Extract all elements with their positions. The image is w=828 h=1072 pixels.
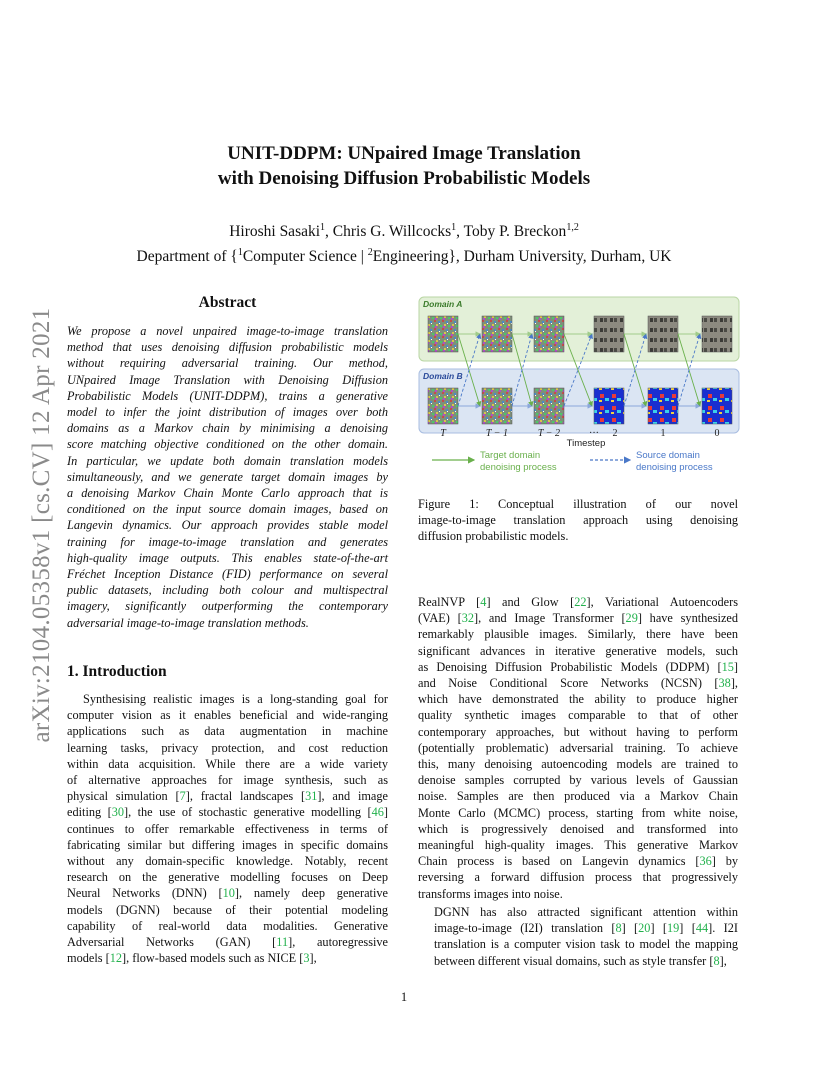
text-span: Chain process is based on Langevin dynamics [ <box>418 854 700 869</box>
citation-link[interactable]: 20 <box>638 921 651 936</box>
abstract-line: conditioned on the input source domain images, based on <box>67 502 388 517</box>
timestep-tick-label: T − 2 <box>537 428 561 439</box>
text-line <box>67 869 388 885</box>
text-span: within data acquisition. While there are a wide variety <box>67 756 388 771</box>
figure-caption <box>418 496 738 545</box>
text-line <box>418 659 738 675</box>
legend-target-label: Target domain <box>480 450 541 461</box>
text-span: RealNVP [ <box>418 595 481 609</box>
text-span: ] <box>383 805 388 820</box>
citation-link[interactable]: 29 <box>625 611 638 626</box>
text-line <box>67 740 388 756</box>
intro-heading: 1. Introduction <box>67 663 167 680</box>
text-span: image-to-image (I2I) translation [ <box>434 921 616 936</box>
text-span: (VAE) [ <box>418 611 462 626</box>
abstract-line: model to infer the joint distribution of images over both <box>67 405 388 420</box>
text-line <box>418 707 738 723</box>
text-span: Synthesising realistic images is a long-standing goal for <box>83 692 388 706</box>
text-line <box>418 904 738 920</box>
text-span: noise. Samples are then produced via a Markov Chain <box>418 789 738 804</box>
abstract-line: adversarial image-to-image translation methods. <box>67 615 309 630</box>
citation-link[interactable]: 3 <box>303 951 310 966</box>
abstract-heading: Abstract <box>198 294 257 311</box>
author-name: Hiroshi Sasaki <box>229 223 321 241</box>
text-line <box>67 756 388 772</box>
citation-link[interactable]: 11 <box>276 935 289 950</box>
text-line <box>418 594 738 610</box>
text-span: ], autoregressive <box>288 935 388 950</box>
abstract-line: a denoising Markov Chain Monte Carlo approach that is <box>67 486 388 501</box>
text-line <box>67 837 388 853</box>
text-line <box>67 918 388 934</box>
domain-a-image-tile <box>648 316 678 352</box>
domain-b-image-tile <box>648 388 678 424</box>
text-span: Neural Networks (DNN) [ <box>67 886 223 901</box>
domain-b-label: Domain B <box>423 371 463 381</box>
text-line <box>418 920 738 936</box>
author-list: Hiroshi Sasaki$^1$, Chris G. Willcocks$^1$, Toby P. Breckon$^{1,2}$ <box>229 222 579 241</box>
citation-link[interactable]: 8 <box>615 921 622 936</box>
citation-link[interactable]: 30 <box>111 805 124 820</box>
author-affiliation-mark: 1,2 <box>566 222 579 233</box>
text-span: fabricating similar but differing images in specific domains <box>67 837 388 852</box>
domain-a-image-tile <box>534 316 564 352</box>
timestep-tick-label: 2 <box>612 428 618 439</box>
text-span: Monte Carlo (MCMC) process, starting from white noise, <box>418 805 738 820</box>
text-line <box>418 772 738 788</box>
text-line <box>67 691 388 707</box>
domain-b-image-tile <box>428 388 458 424</box>
abstract-line: UNpaired Image Translation with Denoising Diffusion <box>67 372 388 387</box>
text-line <box>418 724 738 740</box>
text-span: ] [ <box>621 921 639 936</box>
author-name: Chris G. Willcocks <box>332 223 452 241</box>
legend-target-label: denoising process <box>480 462 557 473</box>
right-column-paragraph-1 <box>418 594 738 902</box>
timestep-tick-label: T − 1 <box>485 428 509 439</box>
text-line <box>67 902 388 918</box>
text-span: ], fractal landscapes [ <box>185 789 306 804</box>
text-span: ], <box>719 953 727 968</box>
timestep-tick-label: T <box>440 428 446 439</box>
citation-link[interactable]: 22 <box>574 595 587 609</box>
legend-source-label: denoising process <box>636 462 713 473</box>
text-line <box>67 788 388 804</box>
text-span: between different visual domains, such as style transfer [ <box>434 953 714 968</box>
text-span: applications such as data augmentation in machine <box>67 724 388 739</box>
text-span: significant advances in iterative generative models, such <box>418 643 738 658</box>
domain-a-image-tile <box>594 316 624 352</box>
text-line <box>67 707 388 723</box>
citation-link[interactable]: 12 <box>109 951 122 966</box>
text-span: meaningful high-quality images. This generative Markov <box>418 838 738 853</box>
citation-link[interactable]: 7 <box>179 789 186 804</box>
caption-line: Figure 1: Conceptual illustration of our novel <box>418 497 738 511</box>
domain-a-image-tile <box>428 316 458 352</box>
text-span: which is progressively denoised and transformed into <box>418 821 738 836</box>
citation-link[interactable]: 46 <box>371 805 384 820</box>
paper-title <box>0 141 808 191</box>
text-span: research on the generative modelling focuses on Deep <box>67 870 388 885</box>
abstract-line: score matching objective conditioned on the other domain. <box>67 437 388 452</box>
text-span: ], and image <box>317 789 388 804</box>
caption-line: image-to-image translation approach using denoising <box>418 513 738 528</box>
citation-link[interactable]: 36 <box>699 854 712 869</box>
text-line <box>418 788 738 804</box>
text-span: DGNN has also attracted significant attention within <box>434 905 738 919</box>
text-line <box>418 886 738 902</box>
text-span: physical simulation [ <box>67 789 180 804</box>
domain-a-image-tile <box>702 316 732 352</box>
text-span: ], flow-based models such as NICE [ <box>122 951 304 966</box>
abstract-line: method that uses denoising diffusion probabilistic models <box>67 340 388 355</box>
citation-link[interactable]: 8 <box>713 953 720 968</box>
text-span: contemporary approaches, but without having to perform <box>418 724 738 739</box>
text-span: this, many denoising autoencoding models are trained to <box>418 757 738 772</box>
text-span: and Noise Conditional Score Networks (NCSN) [ <box>418 676 719 691</box>
text-line <box>67 885 388 901</box>
abstract-line: Langevin dynamics. Our approach provides stable model <box>67 518 388 533</box>
text-span: ], and Image Transformer [ <box>474 611 626 626</box>
text-span: ], namely deep generative <box>234 886 388 901</box>
text-span: as Denoising Diffusion Probabilistic Models (DDPM) [ <box>418 659 722 674</box>
abstract-body <box>67 323 388 631</box>
author-name: Toby P. Breckon <box>463 223 567 241</box>
text-span: models [ <box>67 951 110 966</box>
text-line <box>67 853 388 869</box>
title-line-2: with Denoising Diffusion Probabilistic Models <box>217 168 591 189</box>
text-span: without any domain-specific knowledge. Notably, recent <box>67 854 388 869</box>
text-span: ], Variational Autoencoders <box>586 595 738 609</box>
domain-b-image-tile <box>534 388 564 424</box>
text-span: ] [ <box>650 921 667 936</box>
text-span: computer vision as it enables beneficial and wide-ranging <box>67 708 388 723</box>
text-span: Adversarial Networks (GAN) [ <box>67 935 277 950</box>
text-span: denoise samples corrupted by various levels of Gaussian <box>418 773 738 788</box>
text-line <box>418 691 738 707</box>
text-span: ] have synthesized <box>637 611 739 626</box>
author-affiliation-mark: 1 <box>451 222 457 233</box>
abstract-line: We propose a novel unpaired image-to-image translation <box>67 324 388 338</box>
text-line <box>418 869 738 885</box>
citation-link[interactable]: 32 <box>461 611 475 626</box>
title-line-1: UNIT-DDPM: UNpaired Image Translation <box>227 143 581 164</box>
text-line <box>67 723 388 739</box>
domain-b-image-tile <box>482 388 512 424</box>
domain-b-image-tile <box>702 388 732 424</box>
citation-link[interactable]: 31 <box>305 789 318 804</box>
text-span: models (DGNN) because of their potential modeling <box>67 902 388 917</box>
text-span: ], <box>309 951 317 966</box>
text-span: ] by <box>711 854 739 869</box>
abstract-line: imagery, significantly outperforming the contemporary <box>67 599 388 614</box>
text-span: ] <box>733 659 738 674</box>
timestep-axis-label: Timestep <box>566 438 606 449</box>
text-line <box>418 626 738 642</box>
citation-link[interactable]: 15 <box>721 659 734 674</box>
text-line <box>418 643 738 659</box>
caption-line: diffusion probabilistic models. <box>418 529 569 544</box>
text-span: continues to offer remarkable effectiveness in terms of <box>67 821 388 836</box>
text-span: (potentially problematic) adversarial training. To achieve <box>418 740 738 755</box>
abstract-line: Probabilistic Models (UNIT-DDPM), trains a generative <box>67 388 388 403</box>
timestep-tick-label: 1 <box>660 428 666 439</box>
arxiv-sidebar <box>22 290 62 760</box>
affiliation-line: Department of {$^1$Computer Science | $^2$Engineering}, Durham University, Durham, UK <box>136 247 672 266</box>
text-span: remarkably plausible images. Similarly, there have been <box>418 627 738 642</box>
intro-body <box>67 691 388 966</box>
text-line <box>67 934 388 950</box>
citation-link[interactable]: 10 <box>222 886 235 901</box>
text-line <box>418 610 738 626</box>
figure-diagram <box>418 296 740 484</box>
domain-a-image-tile <box>482 316 512 352</box>
text-span: which have demonstrated the ability to produce higher <box>418 692 738 707</box>
text-span: of alternative approaches for image synthesis, such as <box>67 773 388 788</box>
abstract-line: training for image-to-image translation and generates <box>67 534 388 549</box>
abstract-line: Fréchet Inception Distance (FID) performance on several <box>67 567 388 582</box>
text-span: ] [ <box>679 921 696 936</box>
text-line <box>67 821 388 837</box>
domain-a-label: Domain A <box>423 299 463 309</box>
timestep-tick-label: 0 <box>714 428 720 439</box>
text-line <box>418 805 738 821</box>
domain-b-image-tile <box>594 388 624 424</box>
text-line <box>418 837 738 853</box>
text-line <box>67 950 388 966</box>
page-number: 1 <box>400 990 408 1004</box>
abstract-line: high-quality image outputs. This enables state-of-the-art <box>67 550 388 565</box>
text-span: ], <box>730 676 738 691</box>
citation-link[interactable]: 19 <box>666 921 680 936</box>
text-line <box>67 804 388 820</box>
text-span: capability of real-world data modalities. Generative <box>67 918 388 933</box>
text-line <box>418 740 738 756</box>
text-line <box>418 936 738 952</box>
text-span: translation is a computer vision task to model the mapping <box>434 937 738 952</box>
text-span: ] and Glow [ <box>486 595 575 609</box>
abstract-line: domains as a Markov chain by minimising a denoising <box>67 421 388 436</box>
text-span: ], the use of stochastic generative modelling [ <box>124 805 372 820</box>
abstract-line: simultaneously, and we generate target domain images by <box>67 469 388 484</box>
text-span: quality synthetic images comparable to that of other <box>418 708 738 723</box>
text-line <box>67 772 388 788</box>
text-line <box>418 953 738 969</box>
abstract-line: without requiring adversarial training. Our method, <box>67 356 388 371</box>
abstract-line: public datasets, including both colour and multispectral <box>67 583 388 598</box>
right-column-paragraph-2 <box>418 904 738 969</box>
text-span: transforms images into noise. <box>418 886 563 901</box>
citation-link[interactable]: 4 <box>480 595 487 609</box>
author-block <box>0 217 808 267</box>
text-line <box>418 675 738 691</box>
text-line <box>418 821 738 837</box>
text-line <box>418 756 738 772</box>
figure-1 <box>418 296 740 484</box>
text-span: ]. I2I <box>708 921 738 936</box>
text-span: reversing a forward diffusion process that progressively <box>418 870 738 885</box>
text-span: learning tasks, privacy protection, and cost reduction <box>67 740 388 755</box>
timestep-tick-label: ··· <box>589 428 599 439</box>
author-affiliation-mark: 1 <box>320 222 326 233</box>
text-line <box>418 853 738 869</box>
arxiv-identifier: arXiv:2104.05358v1 [cs.CV] 12 Apr 2021 <box>28 307 55 743</box>
domain-a-panel <box>419 297 739 361</box>
citation-link[interactable]: 38 <box>718 676 731 691</box>
legend-source-label: Source domain <box>636 450 700 461</box>
citation-link[interactable]: 44 <box>695 921 709 936</box>
abstract-line: In particular, we update both domain translation models <box>67 453 388 468</box>
domain-b-panel <box>419 369 739 433</box>
text-span: editing [ <box>67 805 112 820</box>
